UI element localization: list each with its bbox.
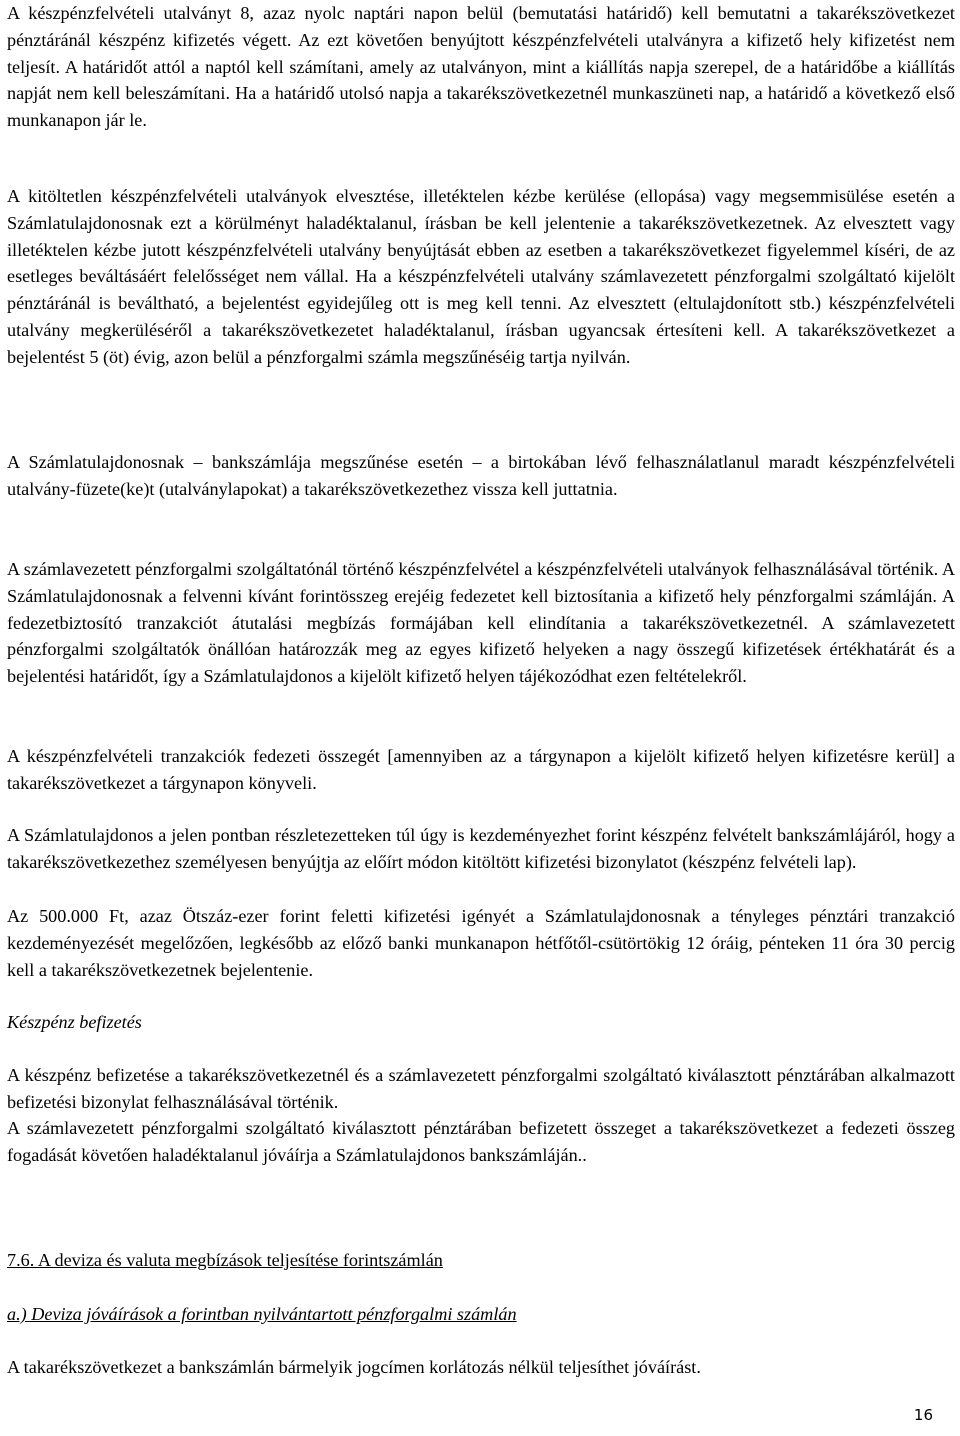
page-number: 16 [913,1406,933,1424]
paragraph-bemutatasi-hatarido: A készpénzfelvételi utalványt 8, azaz nyolc naptári napon belül (bemutatási határidő) kell bemutatni a takarékszövetkezet pénztáránál készpénz kifizetés végett. Az ezt követően benyújtott készpénzfelvételi utalványra a kifizető hely kifizetést nem teljesít. A határidőt attól a naptól kell számítani, amely az utalványon, mint a kiállítás napja szerepel, de a határidőbe a kiállítás napját nem kell beleszámítani. Ha a határidő utolsó napja a takarékszövetkezetnél munkaszüneti nap, a határidő a következő első munkanapon jár le. [7,3,955,131]
paragraph-bejelentes: Az 500.000 Ft, azaz Ötszáz-ezer forint feletti kifizetési igényét a Számlatulajdonosnak a tényleges pénztári tranzakció kezdeményezését megelőzően, legkésőbb az előző banki munkanapon hétfőtől-csütörtökig 12 óráig, pénteken 11 óra 30 percig kell a takarékszövetkezetnek bejelentenie. [7,906,955,980]
subsection-title: a.) Deviza jóváírások a forintban nyilvántartott pénzforgalmi számlán [7,1304,517,1324]
paragraph-elvesztes: A kitöltetlen készpénzfelvételi utalványok elvesztése, illetéktelen kézbe kerülése (ellopása) vagy megsemmisülése esetén a Számlatulajdonosnak ezt a körülményt haladéktalanul, írásban be kell jelentenie a takarékszövetkezetnek. Az elvesztett vagy illetéktelen kézbe jutott készpénzfelvételi utalvány benyújtását ebben az esetben a takarékszövetkezet figyelemmel kíséri, de az esetleges beváltásáért felelősséget nem vállal. Ha a készpénzfelvételi utalvány számlavezetett pénzforgalmi szolgáltató kijelölt pénztáránál is beváltható, a bejelentést egyidejűleg ott is meg kell tenni. Az elvesztett (eltulajdonított stb.) készpénzfelvételi utalvány megkerüléséről a takarékszövetkezetet haladéktalanul, írásban ugyancsak értesíteni kell. A takarékszövetkezet a bejelentést 5 (öt) évig, azon belül a pénzforgalmi számla megszűnéséig tartja nyilván. [7,186,955,367]
heading-keszpenz-befizetes: Készpénz befizetés [7,1012,142,1032]
paragraph-keszpenzfelvetel: A számlavezetett pénzforgalmi szolgáltatónál történő készpénzfelvétel a készpénzfelvételi utalványok felhasználásával történik. A Számlatulajdonosnak a felvenni kívánt forintösszeg erejéig fedezetet kell biztosítania a kifizető hely pénzforgalmi számláján. A fedezetbiztosító tranzakciót átutalási megbízás formájában kell elindítania a takarékszövetkezetnél. A számlavezetett pénzforgalmi szolgáltatók önállóan határozzák meg az egyes kifizető helyeken a nagy összegű kifizetések értékhatárát és a bejelentési határidőt, így a Számlatulajdonos a kijelölt kifizető helyen tájékozódhat ezen feltételekről. [7,559,955,687]
paragraph-szamla-megszunes: A Számlatulajdonosnak – bankszámlája megszűnése esetén – a birtokában lévő felhasználatlanul maradt készpénzfelvételi utalvány-füzete(ke)t (utalványlapokat) a takarékszövetkezethez vissza kell juttatnia. [7,452,955,499]
paragraph-kifizetesi-bizonylat: A Számlatulajdonos a jelen pontban részletezetteken túl úgy is kezdeményezhet forint készpénz felvételt bankszámlájáról, hogy a takarékszövetkezethez személyesen benyújtja az előírt módon kitöltött kifizetési bizonylatot (készpénz felvételi lap). [7,825,955,872]
paragraph-befizetes: A készpénz befizetése a takarékszövetkezetnél és a számlavezetett pénzforgalmi szolgáltató kiválasztott pénztárában alkalmazott befizetési bizonylat felhasználásával történik. [7,1065,955,1112]
paragraph-deviza-jovairas: A takarékszövetkezet a bankszámlán bármelyik jogcímen korlátozás nélkül teljesíthet jóváírást. [7,1357,701,1377]
section-title: 7.6. A deviza és valuta megbízások teljesítése forintszámlán [7,1250,443,1270]
paragraph-fedezeti-osszeg: A készpénzfelvételi tranzakciók fedezeti összegét [amennyiben az a tárgynapon a kijelölt kifizető helyen kifizetésre kerül] a takarékszövetkezet a tárgynapon könyveli. [7,746,955,793]
paragraph-jovairas: A számlavezetett pénzforgalmi szolgáltató kiválasztott pénztárában befizetett összeget a takarékszövetkezet a fedezeti összeg fogadását követően haladéktalanul jóváírja a Számlatulajdonos bankszámláján.. [7,1118,955,1165]
